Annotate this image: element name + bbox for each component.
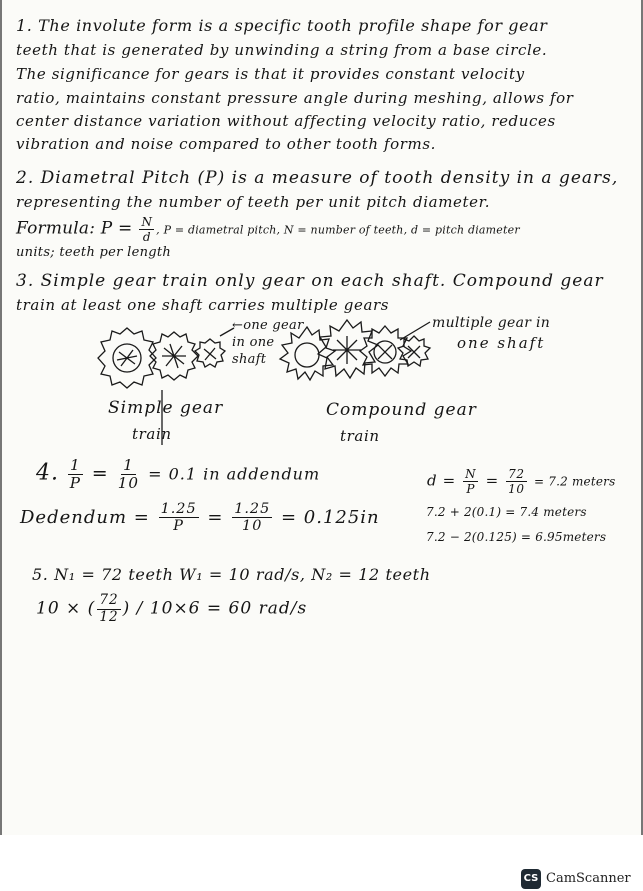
q2-formula bbox=[16, 216, 520, 243]
label-in-one: in one bbox=[232, 335, 275, 350]
q4-frac-1-den: P bbox=[69, 474, 81, 493]
q4-frac-4-num: 1.25 bbox=[234, 501, 271, 517]
q5-calc bbox=[36, 594, 307, 624]
q4-frac-2-num: 1 bbox=[123, 456, 134, 474]
simple-gear-1 bbox=[98, 328, 156, 388]
q1-line-6: vibration and noise compared to other tooth forms. bbox=[16, 135, 437, 153]
simple-gear-2 bbox=[150, 332, 198, 380]
q4-d-result: = 7.2 meters bbox=[534, 474, 616, 489]
q5-frac bbox=[97, 594, 120, 624]
q2-formula-num: N bbox=[141, 215, 153, 229]
camscanner-logo: CS bbox=[521, 869, 541, 889]
q2-formula-den: d bbox=[142, 230, 151, 244]
label-shaft: shaft bbox=[232, 352, 267, 367]
q4-frac-5-den: P bbox=[466, 482, 476, 496]
q3-line-2: train at least one shaft carries multiple gears bbox=[16, 296, 390, 314]
label-compound-gear: Compound gear bbox=[326, 400, 477, 420]
q5-calc-suffix: ) / 10×6 = 60 rad/s bbox=[122, 598, 308, 619]
q4-row-2 bbox=[20, 502, 380, 534]
q5-frac-den: 12 bbox=[99, 608, 119, 625]
q1-line-1: 1. The involute form is a specific tooth profile shape for gear bbox=[16, 16, 548, 35]
q2-formula-rest: , P = diametral pitch, N = number of teeth, d = pitch diameter bbox=[156, 223, 520, 237]
q1-line-4: ratio, maintains constant pressure angle during meshing, allows for bbox=[16, 89, 574, 107]
compound-gear-4 bbox=[398, 336, 430, 366]
q2-units: units; teeth per length bbox=[16, 245, 172, 260]
q4-frac-1 bbox=[68, 458, 83, 491]
q2-formula-prefix: Formula: P = bbox=[16, 218, 133, 239]
q4-result-1: = 0.1 in addendum bbox=[148, 464, 321, 484]
q4-d-row bbox=[427, 468, 615, 495]
compound-gear-3 bbox=[360, 326, 411, 376]
q4-eq-3: = bbox=[485, 471, 499, 490]
q4-frac-6 bbox=[506, 468, 526, 495]
q4-frac-4-den: 10 bbox=[242, 518, 263, 535]
q4-calc-1: 7.2 + 2(0.1) = 7.4 meters bbox=[426, 505, 587, 519]
camscanner-brand: CamScanner bbox=[546, 871, 631, 886]
q4-eq-1: = bbox=[91, 462, 109, 485]
q4-dedendum-label: Dedendum = bbox=[20, 506, 150, 528]
q4-row-1 bbox=[36, 458, 320, 491]
q4-frac-6-num: 72 bbox=[508, 467, 525, 481]
q4-frac-3-den: P bbox=[173, 518, 184, 535]
compound-gear-1 bbox=[280, 327, 335, 380]
q4-d-prefix: d = bbox=[427, 471, 456, 490]
q5-frac-num: 72 bbox=[99, 592, 119, 608]
label-simple-train: train bbox=[132, 425, 172, 443]
q4-calc-2: 7.2 − 2(0.125) = 6.95meters bbox=[426, 530, 607, 544]
q4-eq-2: = bbox=[207, 506, 224, 528]
label-one-shaft: one shaft bbox=[457, 334, 546, 352]
q4-frac-3-num: 1.25 bbox=[160, 501, 197, 517]
q5-calc-prefix: 10 × ( bbox=[36, 598, 96, 619]
q2-formula-fraction bbox=[139, 216, 154, 243]
q4-frac-2 bbox=[118, 458, 139, 491]
label-simple-gear: Simple gear bbox=[108, 398, 224, 418]
q4-frac-2-den: 10 bbox=[117, 474, 140, 493]
q4-frac-6-den: 10 bbox=[508, 482, 525, 496]
q4-frac-5 bbox=[463, 468, 478, 495]
simple-gear-3 bbox=[195, 339, 225, 367]
q5-line-1: 5. N₁ = 72 teeth W₁ = 10 rad/s, N₂ = 12 teeth bbox=[32, 565, 431, 584]
q2-line-2: representing the number of teeth per unit pitch diameter. bbox=[16, 193, 491, 211]
q2-line-1: 2. Diametral Pitch (P) is a measure of tooth density in a gears, bbox=[16, 168, 619, 188]
q4-number: 4. bbox=[36, 460, 59, 486]
q4-frac-5-num: N bbox=[465, 467, 477, 481]
q3-line-1: 3. Simple gear train only gear on each shaft. Compound gear bbox=[16, 271, 604, 291]
q1-line-5: center distance variation without affecting velocity ratio, reduces bbox=[16, 112, 556, 130]
q4-result-2: = 0.125in bbox=[280, 506, 380, 528]
q4-frac-4 bbox=[232, 502, 272, 534]
q1-line-2: teeth that is generated by unwinding a string from a base circle. bbox=[16, 41, 548, 59]
label-multiple-gear: multiple gear in bbox=[432, 315, 551, 331]
q1-line-3: The significance for gears is that it provides constant velocity bbox=[16, 65, 525, 83]
label-compound-train: train bbox=[340, 427, 380, 445]
label-one-gear: ←one gear bbox=[232, 318, 304, 333]
q4-frac-3 bbox=[159, 502, 199, 534]
q4-frac-1-num: 1 bbox=[70, 456, 81, 474]
